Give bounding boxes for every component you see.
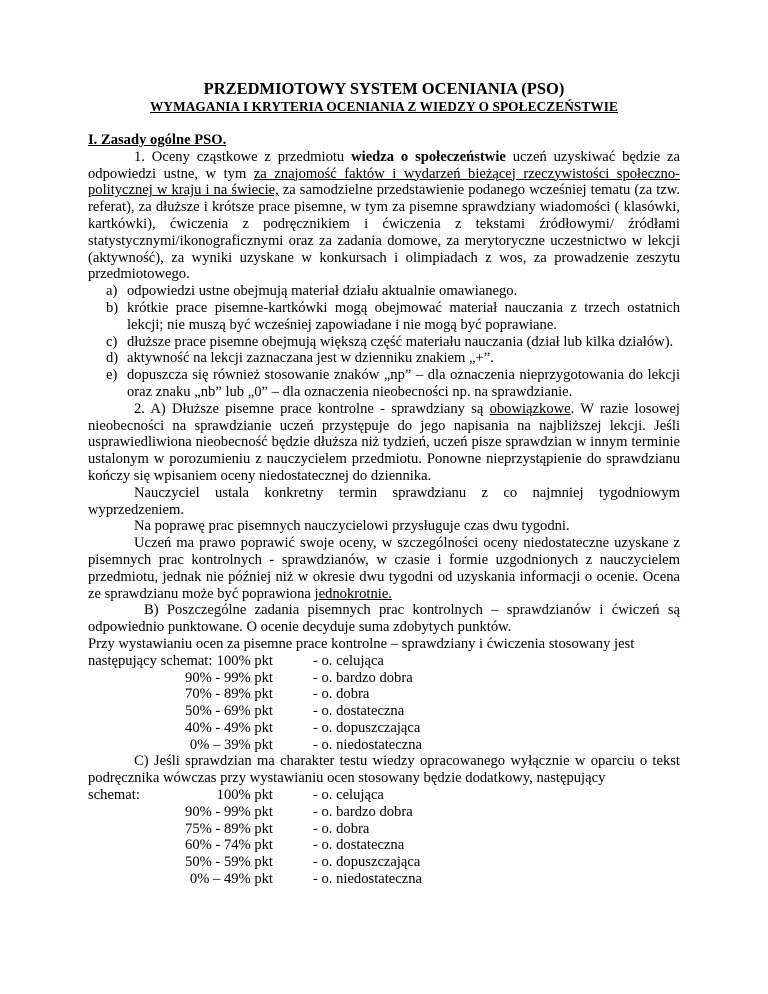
p1-text-c: uczeń uzyskiwać będzie za odpowiedzi ustne, w tym <box>88 148 680 182</box>
grade-label: - o. dobra <box>313 820 370 837</box>
grade-row <box>88 653 680 670</box>
grade-range: 60% - 74% pkt <box>185 837 273 854</box>
paragraph-1 <box>88 149 680 283</box>
grade-range: 40% - 49% pkt <box>185 719 273 736</box>
grade-label: - o. bardzo dobra <box>313 669 413 686</box>
grade-label: - o. celująca <box>313 787 384 804</box>
list-item-text: krótkie prace pisemne-kartkówki mogą obejmować materiał nauczania z trzech ostatnich lekcji; nie muszą być wcześniej zapowiadane i nie mogą być poprawiane. <box>127 299 680 333</box>
list-item <box>88 334 680 351</box>
grade-row <box>88 854 680 871</box>
list-item-text: aktywność na lekcji zaznaczana jest w dzienniku znakiem „+”. <box>127 350 494 367</box>
grade-row <box>88 871 680 888</box>
grade-label: - o. dostateczna <box>313 703 405 720</box>
grade-range: 50% - 59% pkt <box>185 854 273 871</box>
grade-range: 0% – 39% pkt <box>189 736 273 753</box>
section-heading: I. Zasady ogólne PSO. <box>88 132 227 148</box>
list-item-label: b) <box>106 299 119 316</box>
paragraph-8: C) Jeśli sprawdzian ma charakter testu wiedzy opracowanego wyłącznie w oparciu o tekst podręcznika wówczas przy wystawianiu ocen stosowany będzie dodatkowy, następujący <box>88 753 680 787</box>
paragraph-7: Przy wystawianiu ocen za pisemne prace kontrolne – sprawdziany i ćwiczenia stosowany jest <box>88 635 635 652</box>
list-item-label: e) <box>106 367 118 384</box>
p1-underlined: za znajomość faktów i wydarzeń bieżącej rzeczywistości społeczno-politycznej w kraju i na świecie, <box>88 165 680 199</box>
p5-once: jednokrotnie. <box>314 585 392 602</box>
grade-label: - o. niedostateczna <box>313 871 422 888</box>
document-title: PRZEDMIOTOWY SYSTEM OCENIANIA (PSO) <box>203 79 565 98</box>
paragraph-4: Na poprawę prac pisemnych nauczycielowi przysługuje czas dwu tygodni. <box>134 518 570 535</box>
grade-range: 75% - 89% pkt <box>185 820 273 837</box>
document-page <box>88 80 680 888</box>
grade-row <box>88 804 680 821</box>
grade-row <box>88 720 680 737</box>
grade-row <box>88 686 680 703</box>
grade-range: 50% - 69% pkt <box>185 703 273 720</box>
paragraph-5 <box>88 535 680 602</box>
grade-range: 100% pkt <box>216 652 273 669</box>
list-item <box>88 283 680 300</box>
grade-range: 70% - 89% pkt <box>185 686 273 703</box>
list-item-text: dłuższe prace pisemne obejmują większą część materiału nauczania (dział lub kilka działów). <box>127 333 674 350</box>
grade-label: - o. dopuszczająca <box>313 854 421 871</box>
grade-label: - o. celująca <box>313 652 384 669</box>
p5-text-a: Uczeń ma prawo poprawić swoje oceny, w szczególności oceny niedostateczne uzyskane z pisemnych prac kontrolnych - sprawdzianów, w czasie i formie uzgodnionych z nauczycielem przedmiotu, jednak nie później niż w okresie dwu tygodni od uzyskania informacji o ocenie. Ocena ze sprawdzianu może być poprawiona <box>88 535 680 602</box>
grade-range: 90% - 99% pkt <box>185 803 273 820</box>
paragraph-3: Nauczyciel ustala konkretny termin sprawdzianu z co najmniej tygodniowym wyprzedzeniem. <box>88 484 680 518</box>
grade-label: - o. bardzo dobra <box>313 803 413 820</box>
grade-label: - o. dostateczna <box>313 837 405 854</box>
grade-row <box>88 703 680 720</box>
grade-row <box>88 787 680 804</box>
paragraph-6: B) Poszczególne zadania pisemnych prac kontrolnych – sprawdzianów i ćwiczeń są odpowiednio punktowane. O ocenie decyduje suma zdobytych punktów. <box>88 602 680 636</box>
p2-text-a: 2. A) Dłuższe pisemne prace kontrolne - sprawdziany są <box>134 400 490 417</box>
scheme-lead: następujący schemat: <box>88 652 213 669</box>
p2-mandatory: obowiązkowe <box>489 400 571 417</box>
scheme-lead: schemat: <box>88 787 140 804</box>
grading-scheme-1 <box>88 653 680 754</box>
grade-label: - o. dopuszczająca <box>313 719 421 736</box>
grade-row <box>88 737 680 754</box>
document-subtitle: WYMAGANIA I KRYTERIA OCENIANIA Z WIEDZY O SPOŁECZEŃSTWIE <box>149 99 619 114</box>
list-item-label: a) <box>106 283 118 300</box>
grade-row <box>88 821 680 838</box>
grade-range: 100% pkt <box>216 787 273 804</box>
p1-text-a: 1. Oceny cząstkowe z przedmiotu <box>134 148 352 165</box>
grade-label: - o. niedostateczna <box>313 736 422 753</box>
list-item <box>88 367 680 401</box>
list-item <box>88 350 680 367</box>
list-item-text: odpowiedzi ustne obejmują materiał działu aktualnie omawianego. <box>127 283 518 300</box>
grade-row <box>88 837 680 854</box>
rules-list <box>88 283 680 401</box>
grade-range: 90% - 99% pkt <box>185 669 273 686</box>
list-item <box>88 300 680 334</box>
grade-range: 0% – 49% pkt <box>189 871 273 888</box>
grade-row <box>88 670 680 687</box>
list-item-label: d) <box>106 350 119 367</box>
p1-subject-bold: wiedza o społeczeństwie <box>351 148 506 165</box>
list-item-label: c) <box>106 333 118 350</box>
grading-scheme-2 <box>88 787 680 888</box>
list-item-text: dopuszcza się również stosowanie znaków „np” – dla oznaczenia nieprzygotowania do lekcji oraz znaku „nb” lub „0” – dla oznaczenia nieobecności np. na sprawdzianie. <box>127 367 680 400</box>
paragraph-2 <box>88 401 680 485</box>
p2-text-c: . W razie losowej nieobecności na sprawdzianie uczeń przystępuje do jego napisania na najbliższej lekcji. Jeśli usprawiedliwiona nieobecność będzie dłuższa niż tydzień, uczeń pisze sprawdzian w innym terminie ustalonym w porozumieniu z nauczycielem przedmiotu. Ponowne nieprzystąpienie do sprawdzianu kończy się wpisaniem oceny niedostatecznej do dziennika. <box>88 400 680 484</box>
grade-label: - o. dobra <box>313 686 370 703</box>
p1-text-e: za samodzielne przedstawienie podanego wcześniej tematu (za tzw. referat), za dłuższe i krótsze prace pisemne, w tym za pisemne sprawdziany wiadomości ( klasówki, kartkówki), ćwiczenia z podręcznikiem i ćwiczenia z tekstami źródłowymi/ źródłami statystycznymi/ikonograficznymi oraz za zadania domowe, za merytoryczne uczestnictwo w lekcji (aktywność), za wyniki uzyskane w konkursach i olimpiadach z wos, za prowadzenie zeszytu przedmiotowego. <box>88 182 681 283</box>
